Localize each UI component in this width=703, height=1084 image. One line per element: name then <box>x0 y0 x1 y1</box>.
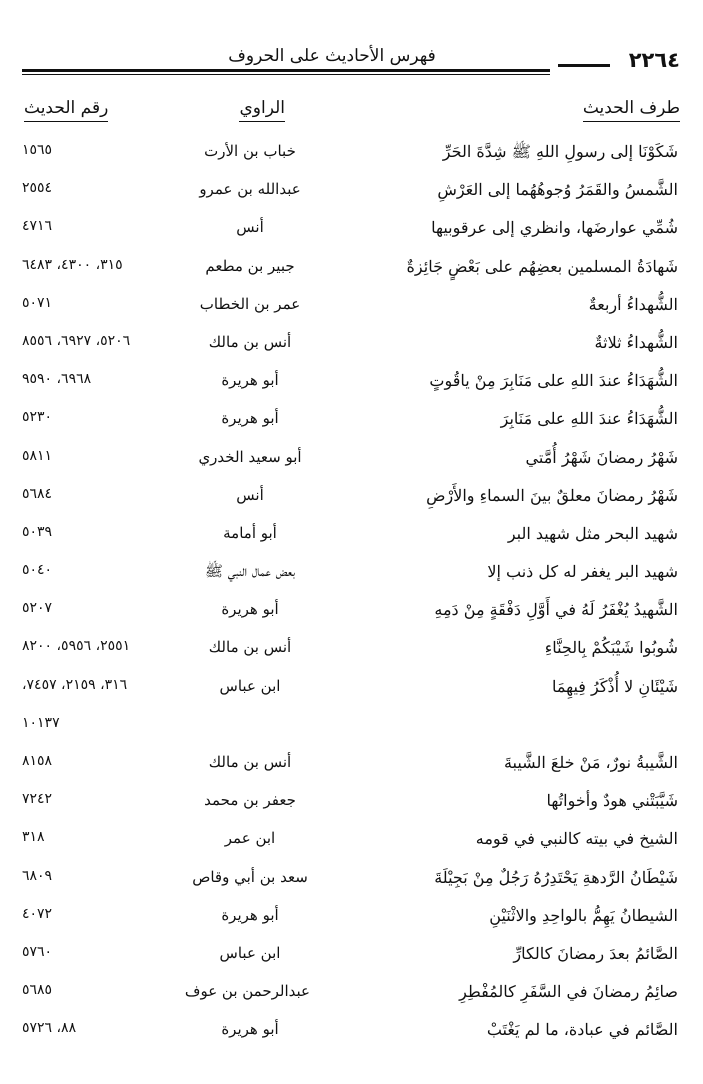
hadith-text: شَيَّبَتْني هودٌ وأخواتُها <box>546 791 678 811</box>
index-row <box>22 938 680 976</box>
index-row <box>22 480 680 518</box>
hadith-text: شَهْرُ رمضانَ معلقٌ بينَ السماءِ والأَرْضِ <box>426 485 678 505</box>
column-header-narrator: الراوي <box>239 98 285 122</box>
page-number-dash <box>558 64 610 67</box>
hadith-text: شَهْرُ رمضانَ شَهْرُ أُمَّتي <box>525 447 678 467</box>
hadith-number: ٧٢٤٢ <box>22 791 53 808</box>
index-row <box>22 518 680 556</box>
hadith-number: ٥٢٣٠ <box>22 409 53 426</box>
narrator-name: سعد بن أبي وقاص <box>192 867 308 886</box>
narrator-name: جبير بن مطعم <box>205 256 295 275</box>
index-row <box>22 632 680 670</box>
narrator-name: أبو أمامة <box>223 523 277 542</box>
narrator-name: أبو هريرة <box>221 409 279 428</box>
narrator-name: أنس بن مالك <box>208 638 292 657</box>
hadith-text: شَهادَةُ المسلمين بعضِهُم على بَعْضٍ جَائِزةٌ <box>406 256 678 276</box>
hadith-text: الشيخ في بيته كالنبي في قومه <box>475 829 678 849</box>
narrator-name: أنس بن مالك <box>208 332 292 351</box>
narrator-name: ابن عمر <box>224 829 276 848</box>
narrator-name: أبو هريرة <box>221 600 279 619</box>
hadith-number: ٥٠٤٠ <box>22 562 53 579</box>
column-headers <box>22 94 680 136</box>
hadith-text: شهيد البحر مثل شهيد البر <box>507 523 678 543</box>
hadith-text: شَيْئَانِ لا أُذْكَرُ فِيهِمَا <box>551 676 678 696</box>
hadith-text: الشُّهَدَاءُ عندَ اللهِ على مَنَابِرَ <box>500 409 678 429</box>
hadith-number: ٥٦٨٥ <box>22 982 53 999</box>
index-row <box>22 289 680 327</box>
index-row <box>22 862 680 900</box>
hadith-number: ٤٧١٦ <box>22 218 53 235</box>
narrator-name: أنس <box>236 218 264 237</box>
narrator-name: ابن عباس <box>219 943 281 962</box>
hadith-number: ٢٥٥١، ٥٩٥٦، ٨٢٠٠ <box>22 638 131 655</box>
hadith-text: الشُّهَدَاءُ عندَ اللهِ على مَنَابِرَ مِنْ ياقُوتٍ <box>429 371 678 391</box>
index-row <box>22 327 680 365</box>
narrator-name: أبو هريرة <box>221 1020 279 1039</box>
narrator-name: أنس <box>236 485 264 504</box>
hadith-number: ٢٥٥٤ <box>22 180 53 197</box>
narrator-name: أبو هريرة <box>221 371 279 390</box>
hadith-number: ٥٨١١ <box>22 447 53 464</box>
hadith-text: الشَّمسُ والقَمَرُ وُجوهُهُما إلى العَرْشِ <box>437 180 678 200</box>
narrator-name: جعفر بن محمد <box>204 791 296 810</box>
hadith-text: شَكَوْنَا إلى رسولِ اللهِ ﷺ شِدَّةَ الحَرِّ <box>442 142 678 161</box>
narrator-name: ابن عباس <box>219 676 281 695</box>
hadith-number: ٦٨٠٩ <box>22 867 53 884</box>
index-row <box>22 709 680 747</box>
hadith-text: صائِمُ رمضانَ في السَّفَرِ كالمُفْطِرِ <box>459 982 678 1002</box>
hadith-text: شُوبُوا شَيْبَكُمْ بِالحِنَّاءِ <box>544 638 678 658</box>
index-row <box>22 556 680 594</box>
index-row <box>22 174 680 212</box>
index-row <box>22 900 680 938</box>
index-row <box>22 785 680 823</box>
index-row <box>22 136 680 174</box>
index-row <box>22 442 680 480</box>
hadith-number: ٨٨، ٥٧٢٦ <box>22 1020 77 1037</box>
page-header <box>22 40 680 76</box>
header-rule <box>22 69 550 75</box>
narrator-name: عمر بن الخطاب <box>199 294 301 313</box>
index-row <box>22 1014 680 1052</box>
index-row <box>22 251 680 289</box>
hadith-text: الصَّائم في عبادة، ما لم يَغْتَبْ <box>486 1020 678 1040</box>
hadith-text: شُمِّي عوارضَها، وانظري إلى عرقوبيها <box>431 218 678 238</box>
hadith-number: ٨١٥٨ <box>22 753 53 769</box>
index-row <box>22 365 680 403</box>
hadith-text: الشُّهداءُ ثلاثةٌ <box>594 332 678 352</box>
hadith-text: الصَّائمُ بعدَ رمضانَ كالكارِّ <box>513 943 678 963</box>
index-row <box>22 671 680 709</box>
hadith-text: الشَّيبةُ نورٌ، مَنْ خلعَ الشَّيبةَ <box>503 753 678 772</box>
hadith-number: ٥٢٠٧ <box>22 600 53 617</box>
narrator-name: بعض عمال النبي ﷺ <box>204 562 296 581</box>
hadith-number: ٦٩٦٨، ٩٥٩٠ <box>22 371 92 388</box>
hadith-number: ٣١٦، ٢١٥٩، ٧٤٥٧، <box>22 676 128 693</box>
hadith-text: الشُّهداءُ أربعةٌ <box>588 294 678 314</box>
hadith-number: ٥٧٦٠ <box>22 943 53 960</box>
column-header-number: رقم الحديث <box>24 98 108 122</box>
page-number: ٢٢٦٤ <box>628 48 680 72</box>
hadith-number: ١٥٦٥ <box>22 142 53 158</box>
hadith-number: ٥٠٣٩ <box>22 523 53 540</box>
hadith-text: شهيد البر يغفر له كل ذنب إلا <box>487 562 678 582</box>
index-row <box>22 747 680 785</box>
index-row <box>22 594 680 632</box>
hadith-number: ٥٦٨٤ <box>22 485 53 502</box>
narrator-name: عبدالرحمن بن عوف <box>184 982 310 1001</box>
hadith-number: ٥٢٠٦، ٦٩٢٧، ٨٥٥٦ <box>22 332 131 349</box>
hadith-text: الشَّهيدُ يُغْفَرُ لَهُ في أَوَّلِ دَفْقَةٍ مِنْ دَمِهِ <box>434 600 678 620</box>
index-row <box>22 823 680 861</box>
narrator-name: أنس بن مالك <box>208 753 292 771</box>
index-row <box>22 403 680 441</box>
hadith-number: ٣١٥، ٤٣٠٠، ٦٤٨٣ <box>22 256 123 273</box>
hadith-number: ٣١٨ <box>22 829 45 846</box>
hadith-text: شَيْطَانُ الرَّدهةِ يَحْتَدِرُهُ رَجُلٌ مِنْ بَجِيْلَةَ <box>434 867 678 887</box>
index-row <box>22 212 680 250</box>
hadith-text: الشيطانُ يَهِمُّ بالواحِدِ والاثْنَيْنِ <box>489 905 678 925</box>
index-rows <box>22 136 680 1053</box>
column-header-hadith: طرف الحديث <box>583 98 680 122</box>
narrator-name: عبدالله بن عمرو <box>199 180 301 199</box>
hadith-number: ٥٠٧١ <box>22 294 53 311</box>
running-title: فهرس الأحاديث على الحروف <box>228 46 436 66</box>
narrator-name: أبو هريرة <box>221 905 279 924</box>
index-page <box>22 40 680 1060</box>
index-row <box>22 976 680 1014</box>
narrator-name: خباب بن الأرت <box>204 142 296 160</box>
hadith-number: ١٠١٣٧ <box>22 714 60 731</box>
narrator-name: أبو سعيد الخدري <box>198 447 302 466</box>
hadith-number: ٤٠٧٢ <box>22 905 53 922</box>
